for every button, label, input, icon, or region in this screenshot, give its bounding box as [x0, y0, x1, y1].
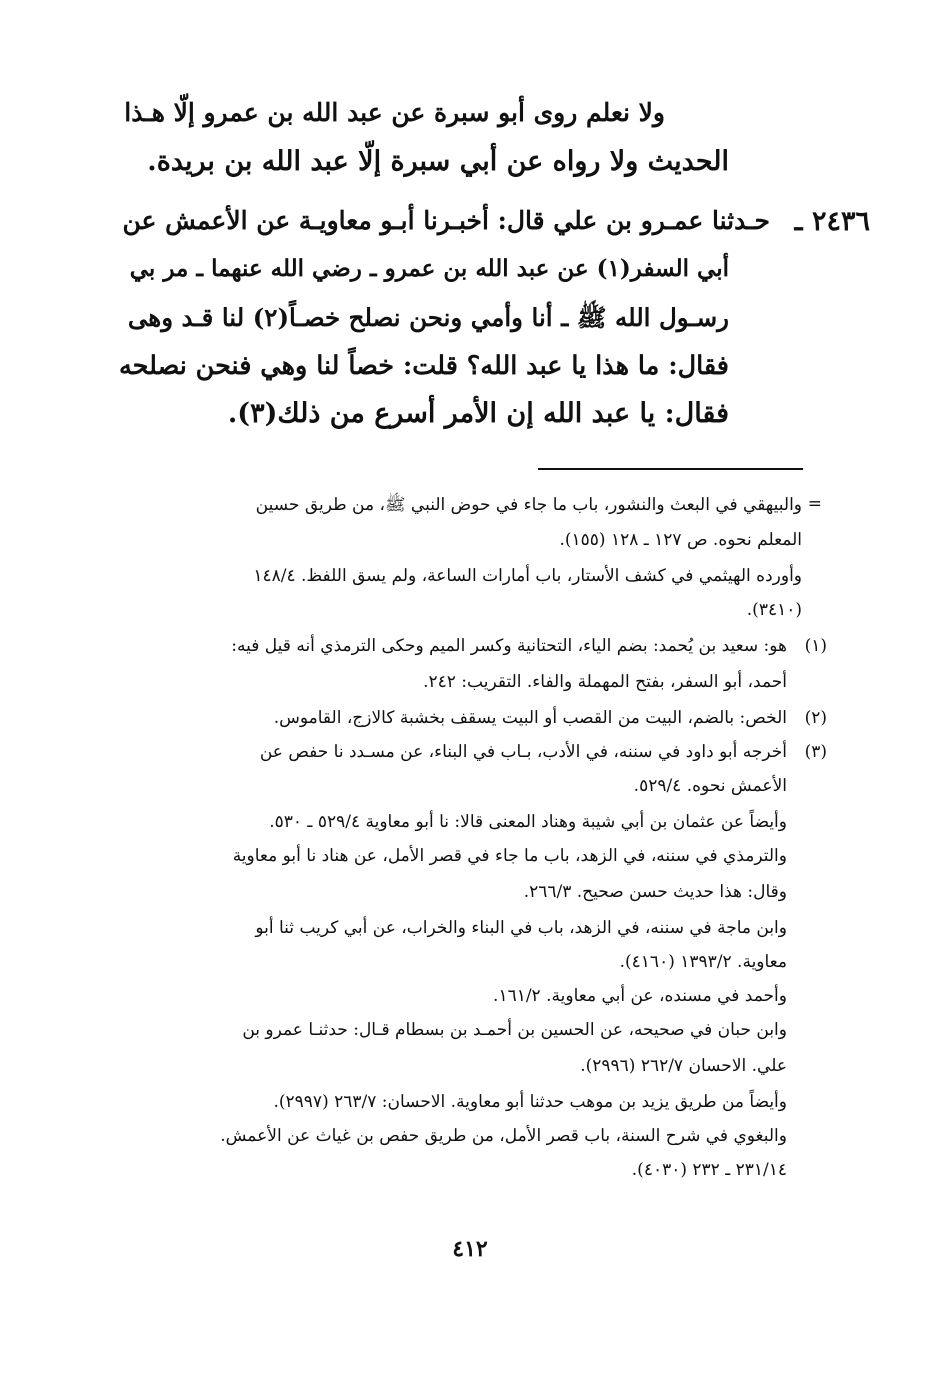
hadith-line: أبي السفر(١) عن عبد الله بن عمرو ـ رضي الله عنهما ـ مر بي — [129, 255, 729, 282]
footnote-line: وابن حبان في صحيحه، عن الحسين بن أحمـد بن بسطام قـال: حدثنـا عمرو بن — [242, 1020, 787, 1040]
hadith-line: حـدثنا عمـرو بن علي قال: أخبـرنا أبـو معاويـة عن الأعمش عن — [122, 206, 770, 235]
footnote-line: علي. الاحسان ٢٦٢/٧ (٢٩٩٦). — [580, 1056, 787, 1076]
footnote-line: وأيضاً من طريق يزيد بن موهب حدثنا أبو معاوية. الاحسان: ٢٦٣/٧ (٢٩٩٧). — [273, 1092, 787, 1112]
footnote-continuation-mark: = — [807, 494, 822, 514]
footnote-line: وأحمد في مسنده، عن أبي معاوية. ١٦١/٢. — [493, 986, 787, 1006]
page-number: ٤١٢ — [452, 1236, 488, 1262]
hadith-line: فقال: يا عبد الله إن الأمر أسرع من ذلك(٣). — [227, 398, 729, 429]
footnote-line: الأعمش نحوه. ٥٢٩/٤. — [633, 776, 787, 796]
footnote-marker: (٢) — [804, 708, 827, 728]
footnote-line: المعلم نحوه. ص ١٢٧ ـ ١٢٨ (١٥٥). — [559, 530, 802, 550]
intro-line: الحديث ولا رواه عن أبي سبرة إلّا عبد الله بن بريدة. — [147, 146, 729, 177]
footnote-line: هو: سعيد بن يُحمد: بضم الياء، التحتانية وكسر الميم وحكى الترمذي أنه قيل فيه: — [231, 636, 787, 656]
footnote-line: والترمذي في سننه، في الزهد، باب ما جاء في قصر الأمل، عن هناد نا أبو معاوية — [232, 846, 787, 866]
footnote-line: وابن ماجة في سننه، في الزهد، باب في البناء والخراب، عن أبي كريب ثنا أبو — [255, 918, 787, 938]
footnote-line: والبيهقي في البعث والنشور، باب ما جاء في حوض النبي ﷺ، من طريق حسين — [255, 495, 802, 515]
intro-line: ولا نعلم روى أبو سبرة عن عبد الله بن عمرو إلّا هـذا — [124, 98, 665, 127]
footnote-line: وأورده الهيثمي في كشف الأستار، باب أمارات الساعة، ولم يسق اللفظ. ١٤٨/٤ — [253, 566, 802, 586]
footnote-marker: (٣) — [804, 742, 827, 762]
footnote-marker: (١) — [804, 636, 827, 656]
footnote-line: معاوية. ١٣٩٣/٢ (٤١٦٠). — [619, 952, 787, 972]
footnote-line: والبغوي في شرح السنة، باب قصر الأمل، من طريق حفص بن غياث عن الأعمش. — [220, 1126, 787, 1146]
hadith-line: فقال: ما هذا يا عبد الله؟ قلت: خصاً لنا وهي فنحن نصلحه — [119, 351, 729, 381]
footnote-line: وقال: هذا حديث حسن صحيح. ٢٦٦/٣. — [523, 882, 787, 902]
footnote-line: أخرجه أبو داود في سننه، في الأدب، بـاب في البناء، عن مسـدد نا حفص عن — [259, 742, 787, 762]
footnote-line: (٣٤١٠). — [746, 600, 802, 620]
footnote-line: ٢٣١/١٤ ـ ٢٣٢ (٤٠٣٠). — [631, 1160, 787, 1180]
hadith-number: ٢٤٣٦ ـ — [794, 206, 870, 237]
hadith-line: رسـول الله ﷺ ـ أنا وأمي ونحن نصلح خصـاً(٢) لنا قـد وهى — [127, 303, 729, 332]
footnote-separator — [538, 468, 803, 470]
footnote-line: أحمد، أبو السفر، بفتح المهملة والفاء. التقريب: ٢٤٢. — [423, 672, 787, 692]
footnote-line: الخص: بالضم، البيت من القصب أو البيت يسقف بخشبة كالازج، القاموس. — [273, 708, 787, 728]
footnote-line: وأيضاً عن عثمان بن أبي شيبة وهناد المعنى قالا: نا أبو معاوية ٥٢٩/٤ ـ ٥٣٠. — [269, 812, 787, 832]
